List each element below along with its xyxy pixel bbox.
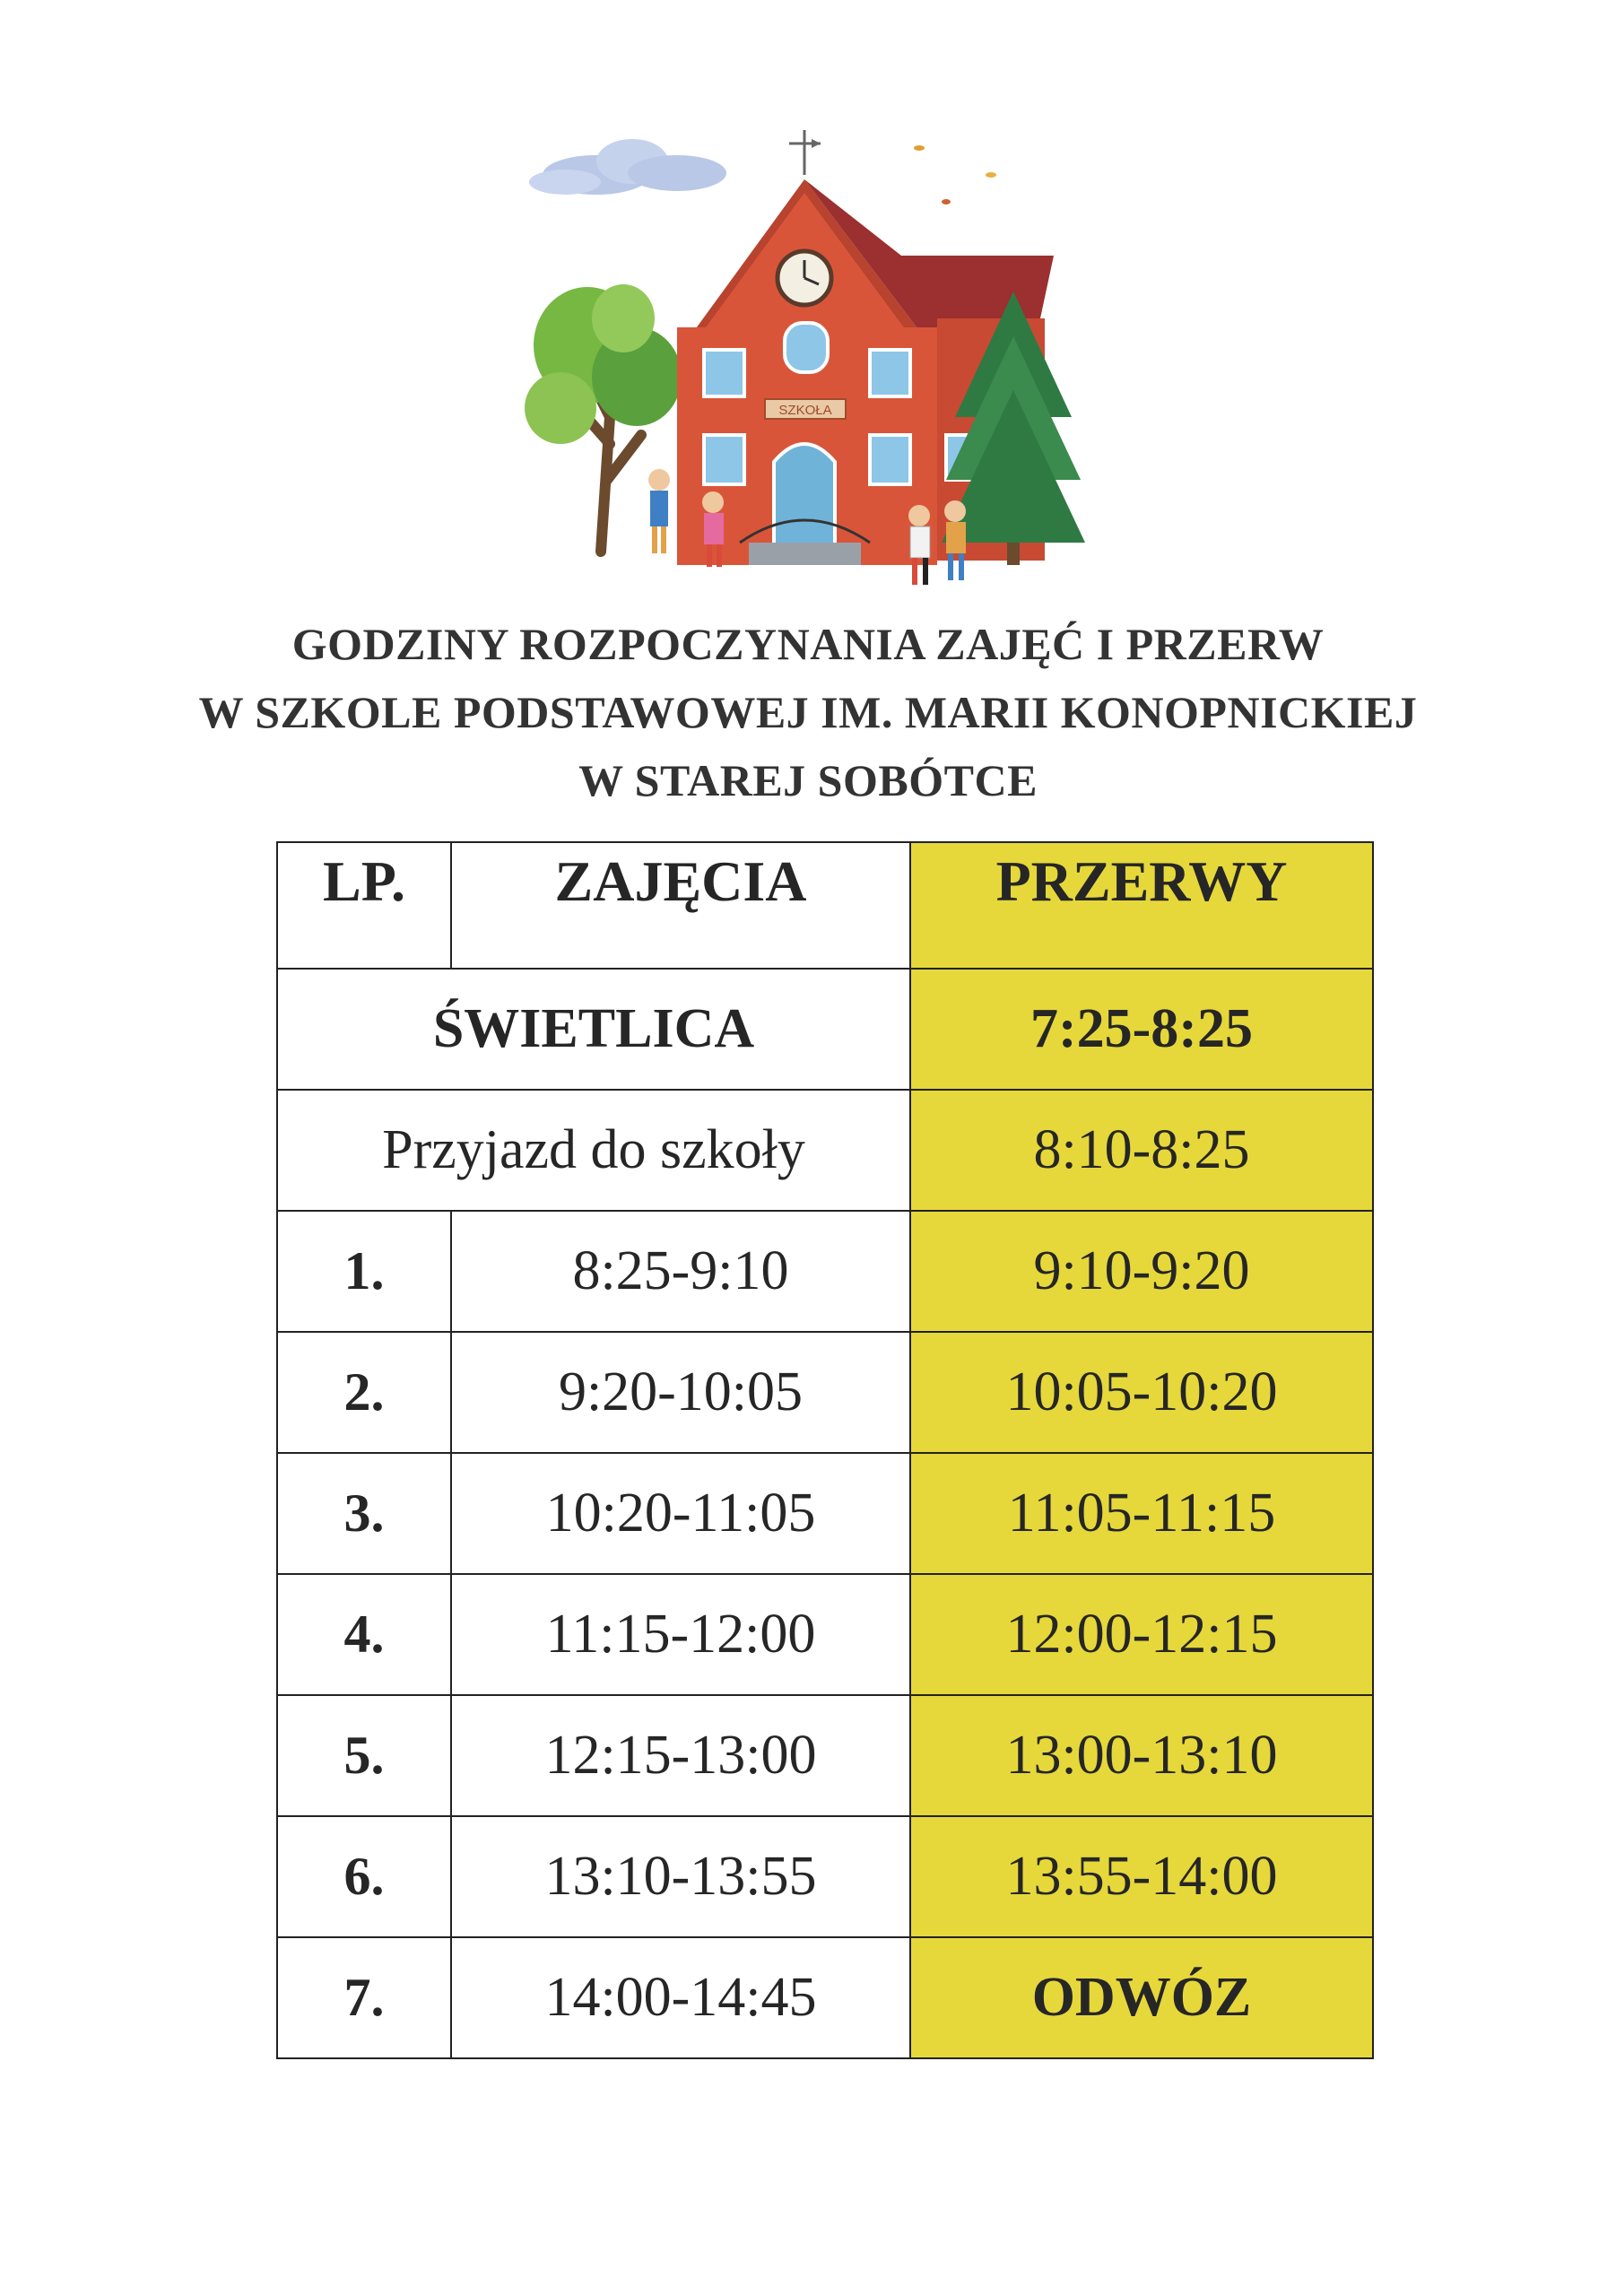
row-break: 13:55-14:00 [910,1816,1373,1937]
row-break: 12:00-12:15 [910,1574,1373,1695]
school-illustration [525,121,1090,610]
row-lp: 3. [277,1453,451,1574]
swietlica-time: 7:25-8:25 [910,969,1373,1090]
header-breaks: PRZERWY [910,842,1373,969]
row-lesson: 11:15-12:00 [451,1574,910,1695]
row-lp: 6. [277,1816,451,1937]
row-lp: 1. [277,1211,451,1332]
row-break: 11:05-11:15 [910,1453,1373,1574]
table-row [277,1937,1373,2058]
row-lesson: 12:15-13:00 [451,1695,910,1816]
arrival-label: Przyjazd do szkoły [277,1090,910,1211]
title-line-2: W SZKOLE PODSTAWOWEJ IM. MARII KONOPNICKIEJ [198,687,1418,737]
row-lp: 2. [277,1332,451,1453]
table-row [277,1211,1373,1332]
row-lp: 4. [277,1574,451,1695]
row-lesson: 9:20-10:05 [451,1332,910,1453]
swietlica-label: ŚWIETLICA [277,969,910,1090]
row-break: 10:05-10:20 [910,1332,1373,1453]
row-break: 9:10-9:20 [910,1211,1373,1332]
school-sign-text: SZKOŁA [778,403,832,418]
header-classes: ZAJĘCIA [451,842,910,969]
title-line-3: W STAREJ SOBÓTCE [578,755,1038,805]
table-row [277,1332,1373,1453]
row-lesson: 13:10-13:55 [451,1816,910,1937]
table-header-row [277,842,1373,969]
table-row [277,1695,1373,1816]
table-row [277,1453,1373,1574]
row-lp: 5. [277,1695,451,1816]
arrival-row [277,1090,1373,1211]
clock-icon [778,251,831,305]
weather-vane-icon [789,130,821,175]
title-line-1: GODZINY ROZPOCZYNANIA ZAJĘĆ I PRZERW [291,619,1325,669]
swietlica-row [277,969,1373,1090]
row-lesson: 8:25-9:10 [451,1211,910,1332]
row-break: 13:00-13:10 [910,1695,1373,1816]
row-lesson: 10:20-11:05 [451,1453,910,1574]
table-row [277,1816,1373,1937]
schedule-table [276,841,1374,2059]
table-row [277,1574,1373,1695]
arrival-time: 8:10-8:25 [910,1090,1373,1211]
header-lp: LP. [277,842,451,969]
page-title [0,610,1616,814]
row-lesson: 14:00-14:45 [451,1937,910,2058]
cloud-icon [529,139,726,195]
row-lp: 7. [277,1937,451,2058]
row-break: ODWÓZ [910,1937,1373,2058]
